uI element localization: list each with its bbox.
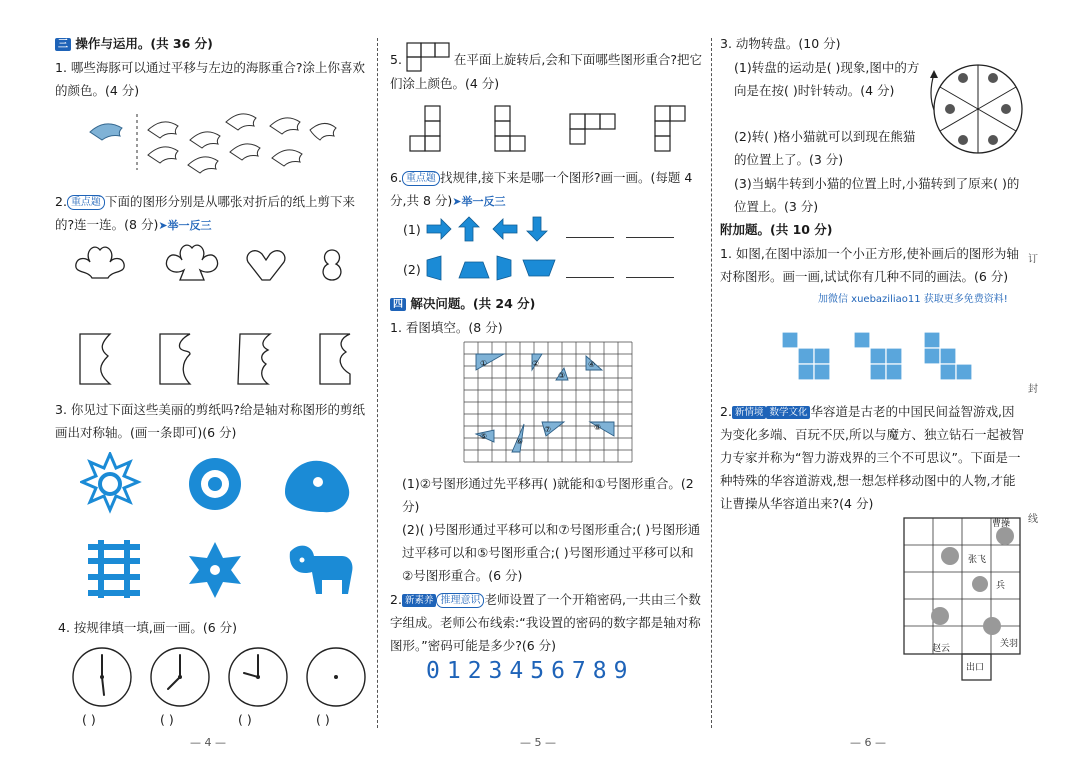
rotation-arrow	[931, 74, 934, 110]
binding-char: 订	[1028, 254, 1038, 265]
section-3-title: 三 操作与运用。(共 36 分)	[55, 32, 213, 55]
q6-row-1-blanks[interactable]	[566, 222, 686, 245]
binding-char: 封	[1028, 384, 1038, 395]
q5-option	[495, 106, 525, 151]
question-3: 3. 你见过下面这些美丽的剪纸吗?给是轴对称图形的剪纸画出对称轴。(画一条即可)(6 分)	[55, 402, 366, 440]
cut-shape-spade	[247, 251, 285, 280]
question-1: 1. 哪些海豚可以通过平移与左边的海豚重合?涂上你喜欢的颜色。(4 分)	[55, 60, 366, 98]
problem-3: 3. 动物转盘。(10 分)	[720, 36, 841, 51]
cat-icon	[945, 104, 955, 114]
clock-answer-1[interactable]: ( )	[82, 712, 96, 727]
extra-question-2: 2. 新情境 数学文化 华容道是古老的中国民间益智游戏,因为变化多端、百玩不厌,所以与魔方、独立钻石一起被智力专家并称为“智力游戏界的三个不可思议”。下面是一种特殊的华容道游戏,想一想怎样移动图中的人物,才能让曹操从华容道出来?(4 分)	[720, 404, 1024, 511]
clock-answer-2[interactable]: ( )	[160, 712, 174, 727]
dolphin-option	[148, 147, 178, 163]
problem-1-part-2: (2)( )号图形通过平移可以和⑦号图形重合;( )号图形通过平移可以和⑤号图形重合;( )号图形通过平移可以和②号图形重合。(6 分)	[402, 522, 701, 583]
caocao-figure	[996, 527, 1014, 545]
page-divider-2	[711, 38, 712, 728]
animal-icon	[988, 73, 998, 83]
key-question-tag: 重点题	[402, 171, 440, 186]
hrd-exit-label: 出口	[966, 663, 985, 673]
grid-label-4: ④	[588, 360, 596, 369]
symmetry-shape-1	[782, 332, 830, 380]
guanyu-figure	[983, 617, 1001, 635]
dolphin-option	[310, 123, 336, 140]
hrd-label-zhangfei: 张飞	[968, 555, 987, 565]
grid-label-2: ②	[532, 359, 540, 368]
reasoning-tag: 推理意识	[436, 593, 484, 608]
new-context-tag: 新情境	[732, 406, 767, 419]
arrow-down-icon	[527, 217, 547, 241]
related-practice-link[interactable]: ➤举一反三	[158, 219, 212, 232]
q6-arrows	[425, 216, 555, 242]
q6-row-2-label: (2)	[403, 262, 421, 277]
page-number: — 4 —	[190, 736, 226, 749]
question-5: 5. 在平面上旋转后,会和下面哪些图形重合?把它们涂上颜色。(4 分)	[390, 42, 702, 95]
q6-trapezoids	[425, 254, 560, 282]
dolphin-option	[190, 132, 220, 148]
folded-paper	[80, 334, 110, 384]
papercut-dog	[290, 546, 353, 594]
problem-3-part-3: (3)当蜗牛转到小猫的位置上时,小猫转到了原来( )的位置上。(3 分)	[734, 176, 1020, 214]
papercut-double-happiness	[88, 540, 140, 598]
folded-papers-figure	[70, 330, 360, 390]
problem-3-part-1: (1)转盘的运动是( )现象,图中的方向是在按( )时针转动。(4 分)	[734, 60, 920, 98]
problem-1: 1. 看图填空。(8 分)	[390, 320, 503, 335]
question-2: 2. 重点题 下面的图形分别是从哪张对折后的纸上剪下来的?连一连。(8 分)➤举一反三	[55, 194, 355, 232]
extra-question-1: 1. 如图,在图中添加一个小正方形,使补画后的图形为轴对称图形。画一画,试试你有几种不同的画法。(6 分)	[720, 246, 1019, 284]
watermark-text: 加微信 xuebaziliao11 获取更多免费资料!	[818, 294, 1008, 305]
grid-label-7: ⑦	[544, 425, 552, 434]
page-number: — 6 —	[850, 736, 886, 749]
problem-3-part-2: (2)转( )格小猫就可以到现在熊猫的位置上了。(3 分)	[734, 129, 916, 167]
folded-paper	[320, 334, 350, 384]
question-6: 6. 重点题 找规律,接下来是哪一个图形?画一画。(每题 4 分,共 8 分)➤举一反三	[390, 170, 693, 208]
arrow-up-icon	[459, 217, 479, 241]
clocks-figure	[70, 645, 370, 711]
symmetry-shape-2	[854, 332, 902, 380]
section-badge: 三	[55, 38, 71, 51]
animal-turntable	[928, 54, 1024, 164]
grid-label-8: ⑧	[594, 423, 602, 432]
huarong-dao-board	[900, 516, 1024, 682]
dolphin-option	[148, 122, 178, 138]
key-question-tag: 重点题	[67, 195, 105, 210]
animal-icon	[958, 135, 968, 145]
q5-option	[570, 114, 615, 144]
folded-paper	[160, 334, 190, 384]
dolphin-option	[226, 114, 256, 130]
dolphin-option	[188, 157, 218, 173]
symmetry-shape-3	[924, 332, 972, 380]
digits-0-9: 0123456789	[426, 658, 635, 684]
hrd-label-zhaoyun: 赵云	[932, 644, 951, 654]
papercut-flower	[82, 454, 138, 510]
problem-2: 2. 新素养 推理意识 老师设置了一个开箱密码,一共由三个数字组成。老师公布线索:“我设置的密码的数字都是轴对称图形。”密码可能是多少?(6 分)	[390, 592, 701, 653]
grid-label-1: ①	[480, 359, 488, 368]
cut-shape-club	[166, 245, 217, 280]
translation-grid	[462, 340, 636, 464]
extra-title: 附加题。(共 10 分)	[720, 222, 833, 237]
hrd-label-soldier: 兵	[996, 581, 1006, 591]
hrd-label-caocao: 曹操	[992, 519, 1011, 529]
q6-row-2-blanks[interactable]	[566, 262, 686, 285]
symmetry-shapes	[780, 330, 975, 382]
q6-row-1-label: (1)	[403, 222, 421, 237]
section-badge: 四	[390, 298, 406, 311]
question-4: 4. 按规律填一填,画一画。(6 分)	[58, 620, 238, 635]
cut-shape-cloud	[76, 247, 124, 278]
q5-option	[655, 106, 685, 151]
panda-icon	[988, 135, 998, 145]
problem-1-part-1: (1)②号图形通过先平移再( )就能和①号图形重合。(2 分)	[402, 476, 694, 514]
cut-shapes-figure	[70, 240, 360, 285]
binding-char: 线	[1028, 514, 1038, 525]
folded-paper	[238, 334, 270, 384]
arrow-right-icon	[427, 219, 451, 239]
zhangfei-figure	[941, 547, 959, 565]
dolphin-reference	[90, 124, 122, 140]
soldier-figure	[972, 576, 988, 592]
clock-answer-3[interactable]: ( )	[238, 712, 252, 727]
section-4-title: 四 解决问题。(共 24 分)	[390, 292, 535, 315]
q5-options	[405, 104, 695, 154]
paper-cuts-figure	[80, 452, 360, 607]
papercut-rooster	[285, 461, 349, 512]
arrow-left-icon	[493, 219, 517, 239]
math-culture-tag: 数学文化	[766, 406, 810, 419]
hrd-label-guanyu: 关羽	[1000, 639, 1019, 649]
dolphin-option	[230, 144, 260, 160]
grid-label-6: ⑥	[516, 437, 524, 446]
cut-shape-gourd	[323, 250, 341, 280]
q5-shape-icon	[406, 42, 450, 72]
dolphins-figure	[80, 110, 340, 185]
animal-icon	[1001, 104, 1011, 114]
page-divider-1	[377, 38, 378, 728]
page-number: — 5 —	[520, 736, 556, 749]
dolphin-option	[270, 118, 300, 134]
zhaoyun-figure	[931, 607, 949, 625]
snail-icon	[958, 73, 968, 83]
related-practice-link[interactable]: ➤举一反三	[452, 195, 506, 208]
grid-label-3: ③	[558, 371, 566, 380]
grid-label-5: ⑤	[480, 432, 488, 441]
q5-option	[410, 106, 440, 151]
clock-answer-4[interactable]: ( )	[316, 712, 330, 727]
dolphin-option	[272, 150, 302, 166]
new-literacy-tag: 新素养	[402, 594, 437, 607]
papercut-round	[189, 458, 241, 510]
papercut-snowflake	[189, 542, 241, 598]
